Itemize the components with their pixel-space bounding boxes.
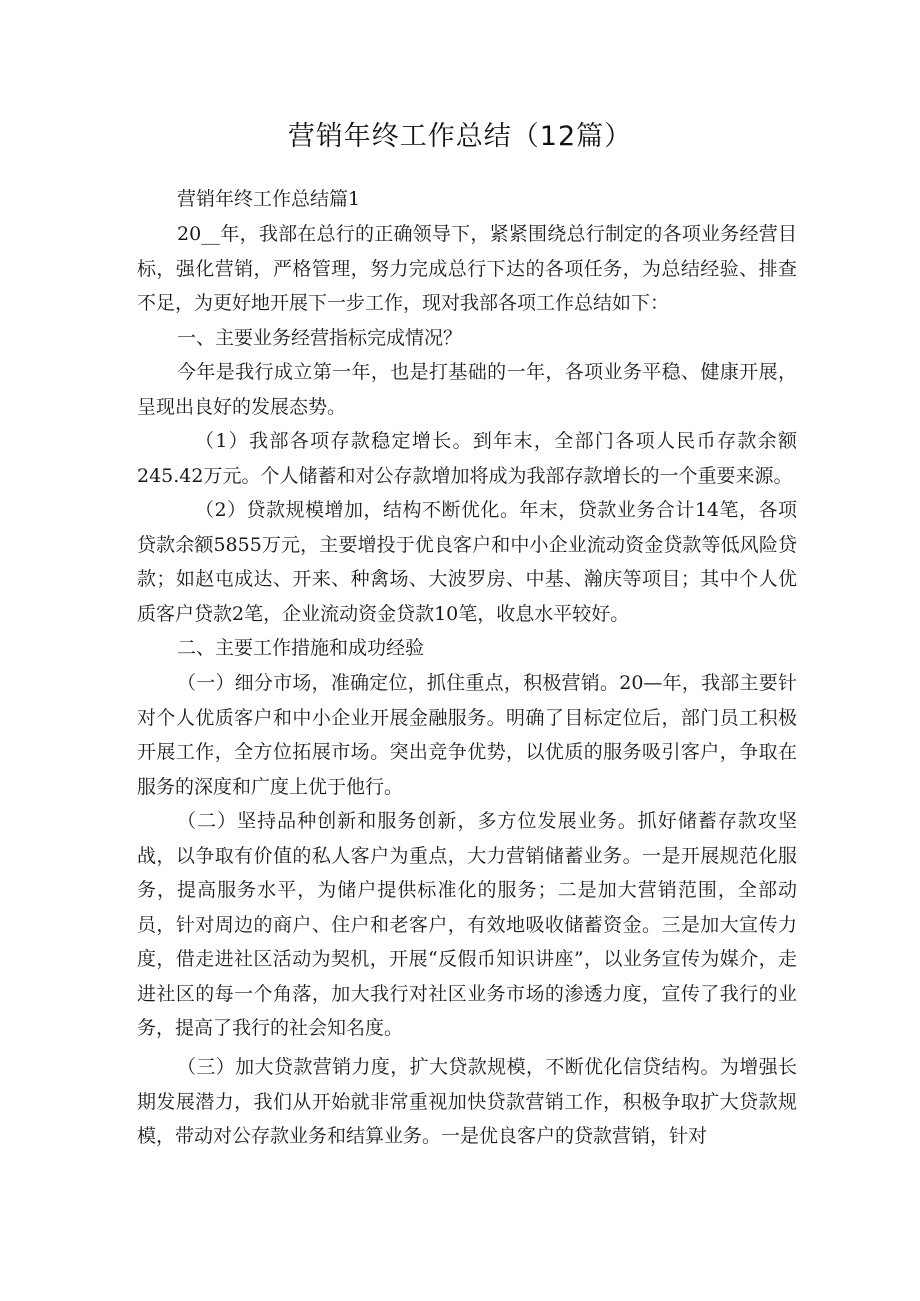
paragraph-loans: （2）贷款规模增加，结构不断优化。年末，贷款业务合计14笔，各项贷款余额5855万元，主要增投于优良客户和中小企业流动资金贷款等低风险贷款；如赵屯成达、开来、种禽场、大波罗房、中基、瀚庆等项目；其中个人优质客户贷款2笔，企业流动资金贷款10笔，收息水平较好。 — [137, 499, 797, 625]
paragraph-intro: 20__年，我部在总行的正确领导下，紧紧围绕总行制定的各项业务经营目标，强化营销，严格管理，努力完成总行下达的各项任务，为总结经验、排查不足，为更好地开展下一步工作，现对我部各项工作总结如下： — [137, 223, 797, 314]
document-title: 营销年终工作总结（12篇） — [287, 121, 633, 152]
paragraph-overview: 今年是我行成立第一年，也是打基础的一年，各项业务平稳、健康开展，呈现出良好的发展态势。 — [137, 361, 797, 418]
paragraph-deposits: （1）我部各项存款稳定增长。到年末，全部门各项人民币存款余额245.42万元。个人储蓄和对公存款增加将成为我部存款增长的一个重要来源。 — [137, 430, 797, 487]
paragraph-loan-marketing: （三）加大贷款营销力度，扩大贷款规模，不断优化信贷结构。为增强长期发展潜力，我们从开始就非常重视加快贷款营销工作，积极争取扩大贷款规模，带动对公存款业务和结算业务。一是优良客户的贷款营销，针对 — [137, 1056, 797, 1147]
paragraph-market-segmentation: （一）细分市场，准确定位，抓住重点，积极营销。20—年，我部主要针对个人优质客户和中小企业开展金融服务。明确了目标定位后，部门员工积极开展工作，全方位拓展市场。突出竞争优势，以优质的服务吸引客户，争取在服务的深度和广度上优于他行。 — [137, 672, 797, 798]
heading-section-two: 二、主要工作措施和成功经验 — [177, 637, 425, 659]
section-subtitle: 营销年终工作总结篇1 — [177, 188, 361, 210]
paragraph-innovation: （二）坚持品种创新和服务创新，多方位发展业务。抓好储蓄存款攻坚战，以争取有价值的私人客户为重点，大力营销储蓄业务。一是开展规范化服务，提高服务水平，为储户提供标准化的服务；二是加大营销范围，全部动员，针对周边的商户、住户和老客户，有效地吸收储蓄资金。三是加大宣传力度，借走进社区活动为契机，开展“反假币知识讲座”，以业务宣传为媒介，走进社区的每一个角落，加大我行对社区业务市场的渗透力度，宣传了我行的业务，提高了我行的社会知名度。 — [137, 810, 797, 1039]
heading-section-one: 一、主要业务经营指标完成情况？ — [177, 327, 463, 349]
